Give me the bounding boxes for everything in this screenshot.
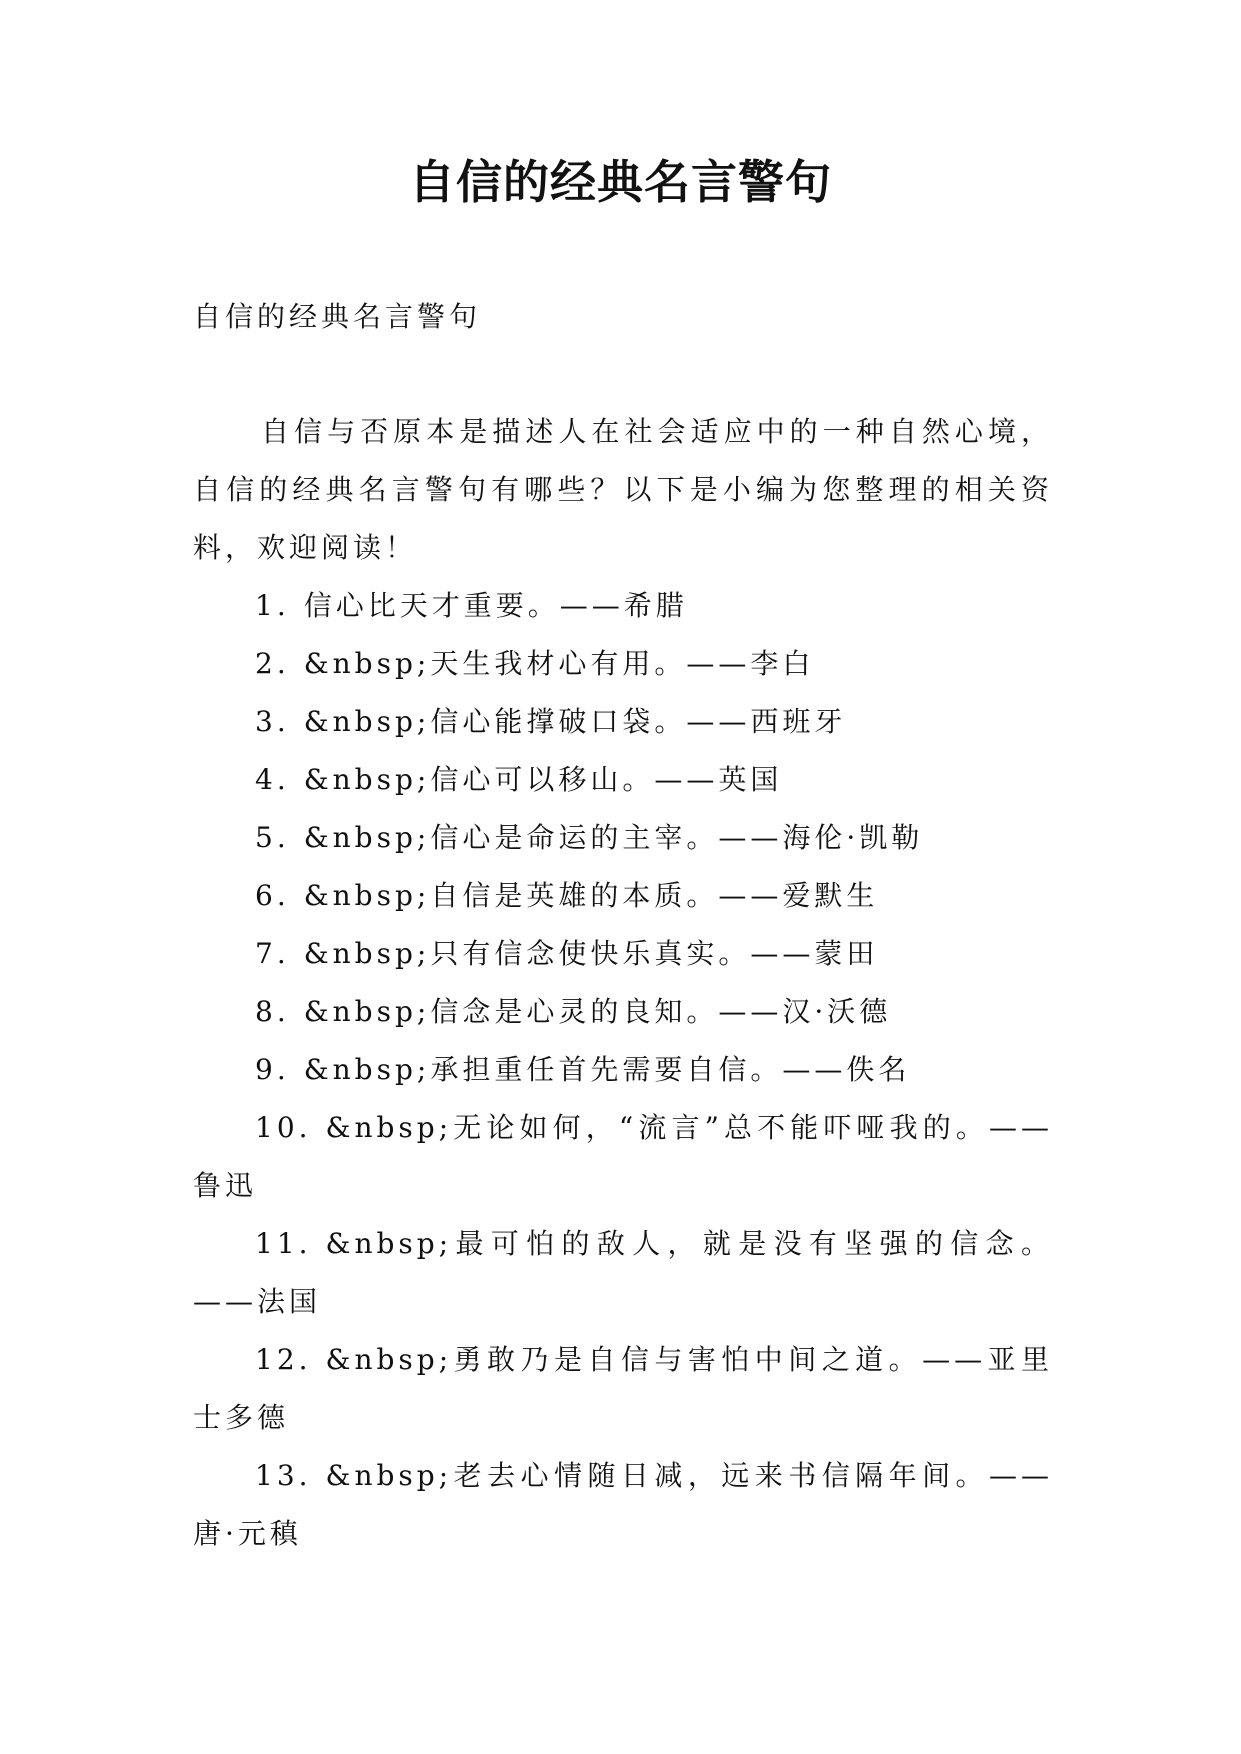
quote-number: 5.	[255, 821, 290, 854]
quote-item	[193, 925, 1053, 983]
quote-item	[193, 1041, 1053, 1099]
quote-item	[193, 1215, 1053, 1331]
quote-item	[193, 1099, 1053, 1215]
quote-number: 13.	[255, 1459, 312, 1492]
quote-text: &nbsp;承担重任首先需要自信。——佚名	[303, 1053, 911, 1086]
quote-text: &nbsp;信心是命运的主宰。——海伦·凯勒	[303, 821, 924, 854]
quote-number: 7.	[255, 937, 290, 970]
quote-text: &nbsp;自信是英雄的本质。——爱默生	[303, 879, 879, 912]
quote-text: &nbsp;老去心情随日减，远来书信隔年间。——唐·元稹	[193, 1459, 1053, 1550]
intro-paragraph: 自信与否原本是描述人在社会适应中的一种自然心境，自信的经典名言警句有哪些？以下是小编为您整理的相关资料，欢迎阅读！	[193, 415, 1053, 564]
quote-number: 10.	[255, 1111, 312, 1144]
quote-text: &nbsp;只有信念使快乐真实。——蒙田	[303, 937, 879, 970]
quote-item	[193, 751, 1053, 809]
quote-number: 12.	[255, 1343, 312, 1376]
quote-list	[193, 577, 1053, 1563]
quote-text: 信心比天才重要。——希腊	[303, 589, 688, 622]
quote-number: 1.	[255, 589, 290, 622]
document-title: 自信的经典名言警句	[409, 155, 832, 209]
quote-number: 8.	[255, 995, 290, 1028]
quote-item	[193, 1331, 1053, 1447]
quote-number: 6.	[255, 879, 290, 912]
quote-text: &nbsp;信心可以移山。——英国	[303, 763, 783, 796]
quote-text: &nbsp;信念是心灵的良知。——汉·沃德	[303, 995, 892, 1028]
quote-number: 4.	[255, 763, 290, 796]
quote-item	[193, 983, 1053, 1041]
quote-item	[193, 809, 1053, 867]
quote-text: &nbsp;信心能撑破口袋。——西班牙	[303, 705, 847, 738]
quote-number: 11.	[255, 1227, 312, 1260]
quote-text: &nbsp;最可怕的敌人，就是没有坚强的信念。——法国	[193, 1227, 1053, 1318]
quote-item	[193, 1447, 1053, 1563]
quote-item	[193, 577, 1053, 635]
quote-text: &nbsp;无论如何，“流言”总不能吓哑我的。——鲁迅	[193, 1111, 1053, 1202]
document-subtitle: 自信的经典名言警句	[193, 300, 482, 333]
quote-number: 9.	[255, 1053, 290, 1086]
quote-item	[193, 635, 1053, 693]
quote-number: 3.	[255, 705, 290, 738]
quote-text: &nbsp;勇敢乃是自信与害怕中间之道。——亚里士多德	[193, 1343, 1053, 1434]
quote-number: 2.	[255, 647, 290, 680]
quote-item	[193, 867, 1053, 925]
quote-item	[193, 693, 1053, 751]
quote-text: &nbsp;天生我材心有用。——李白	[303, 647, 815, 680]
